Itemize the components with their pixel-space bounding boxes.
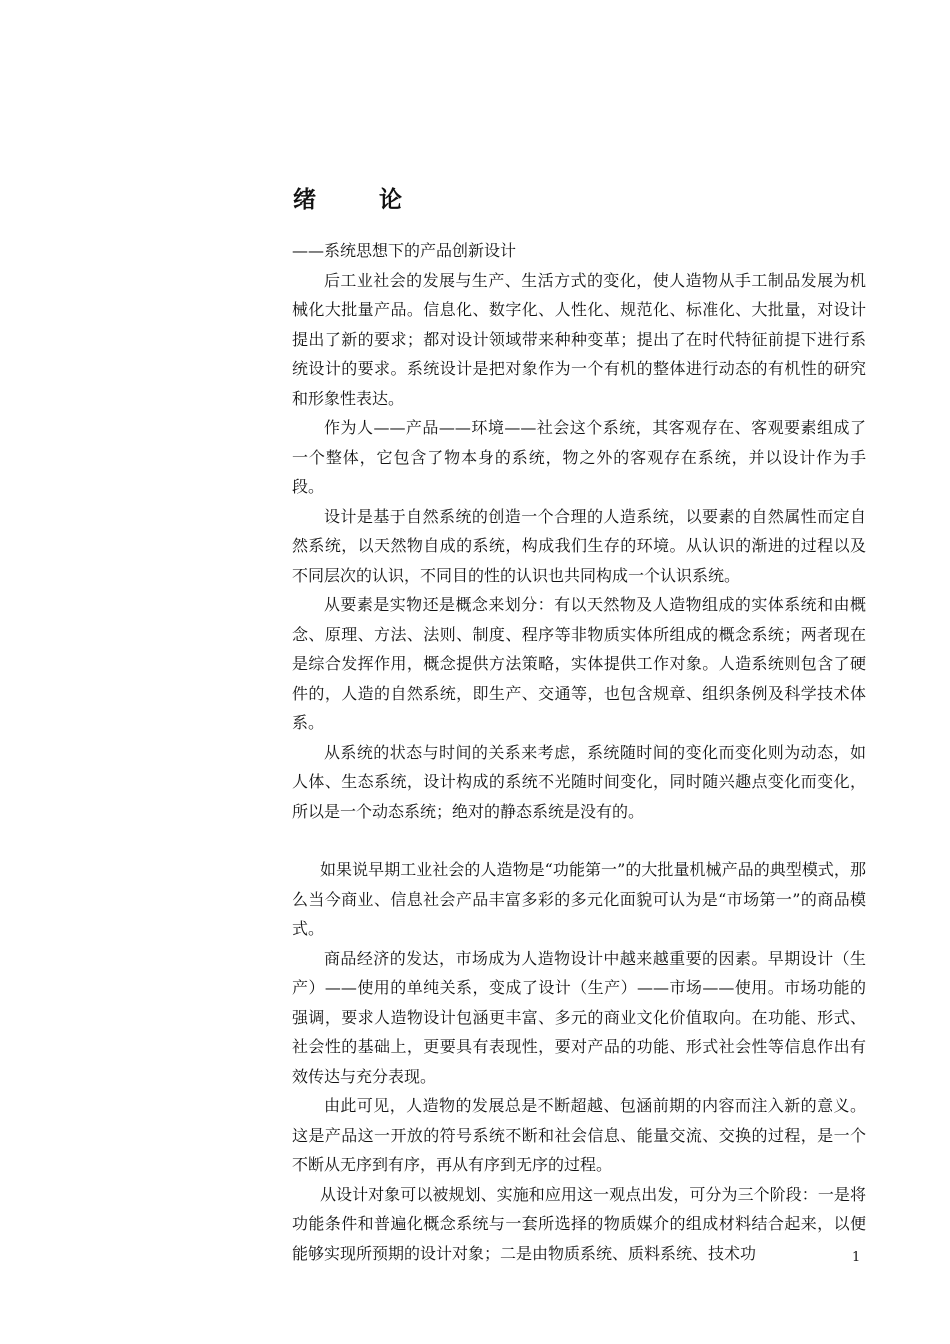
paragraph: 作为人——产品——环境——社会这个系统，其客观存在、客观要素组成了一个整体，它包含了物本身的系统，物之外的客观存在系统，并以设计作为手段。: [292, 418, 866, 496]
chapter-title: 绪 论: [293, 187, 422, 213]
paragraph: 从设计对象可以被规划、实施和应用这一观点出发，可分为三个阶段：一是将功能条件和普遍化概念系统与一套所选择的物质媒介的组成材料结合起来，以便能够实现所预期的设计对象；二是由物质系统、质料系统、技术功: [292, 1184, 866, 1263]
paragraph: 由此可见，人造物的发展总是不断超越、包涵前期的内容而注入新的意义。这是产品这一开放的符号系统不断和社会信息、能量交流、交换的过程，是一个不断从无序到有序，再从有序到无序的过程。: [292, 1096, 866, 1174]
chapter-subtitle: ——系统思想下的产品创新设计: [292, 241, 517, 260]
paragraph: 从要素是实物还是概念来划分：有以天然物及人造物组成的实体系统和由概念、原理、方法、法则、制度、程序等非物质实体所组成的概念系统；两者现在是综合发挥作用，概念提供方法策略，实体提供工作对象。人造系统则包含了硬件的，人造的自然系统，即生产、交通等，也包含规章、组织条例及科学技术体系。: [292, 595, 866, 732]
section-gap: [292, 826, 866, 855]
paragraph: 设计是基于自然系统的创造一个合理的人造系统，以要素的自然属性而定自然系统，以天然物自成的系统，构成我们生存的环境。从认识的渐进的过程以及不同层次的认识，不同目的性的认识也共同构成一个认识系统。: [292, 506, 866, 585]
paragraph: 如果说早期工业社会的人造物是“功能第一”的大批量机械产品的典型模式，那么当今商业、信息社会产品丰富多彩的多元化面貌可认为是“市场第一”的商品模式。: [292, 860, 866, 938]
paragraph: 后工业社会的发展与生产、生活方式的变化，使人造物从手工制品发展为机械化大批量产品。信息化、数字化、人性化、规范化、标准化、大批量，对设计提出了新的要求；都对设计领域带来种种变革；提出了在时代特征前提下进行系统设计的要求。系统设计是把对象作为一个有机的整体进行动态的有机性的研究和形象性表达。: [292, 270, 866, 408]
paragraph: 从系统的状态与时间的关系来考虑，系统随时间的变化而变化则为动态，如人体、生态系统，设计构成的系统不光随时间变化，同时随兴趣点变化而变化，所以是一个动态系统；绝对的静态系统是没有的。: [292, 742, 866, 821]
page-number: 1: [852, 1250, 861, 1265]
body-text: [292, 236, 866, 1268]
paragraph: 商品经济的发达，市场成为人造物设计中越来越重要的因素。早期设计（生产）——使用的单纯关系，变成了设计（生产）——市场——使用。市场功能的强调，要求人造物设计包涵更丰富、多元的商业文化价值取向。在功能、形式、社会性的基础上，更要具有表现性，要对产品的功能、形式社会性等信息作出有效传达与充分表现。: [292, 948, 866, 1086]
